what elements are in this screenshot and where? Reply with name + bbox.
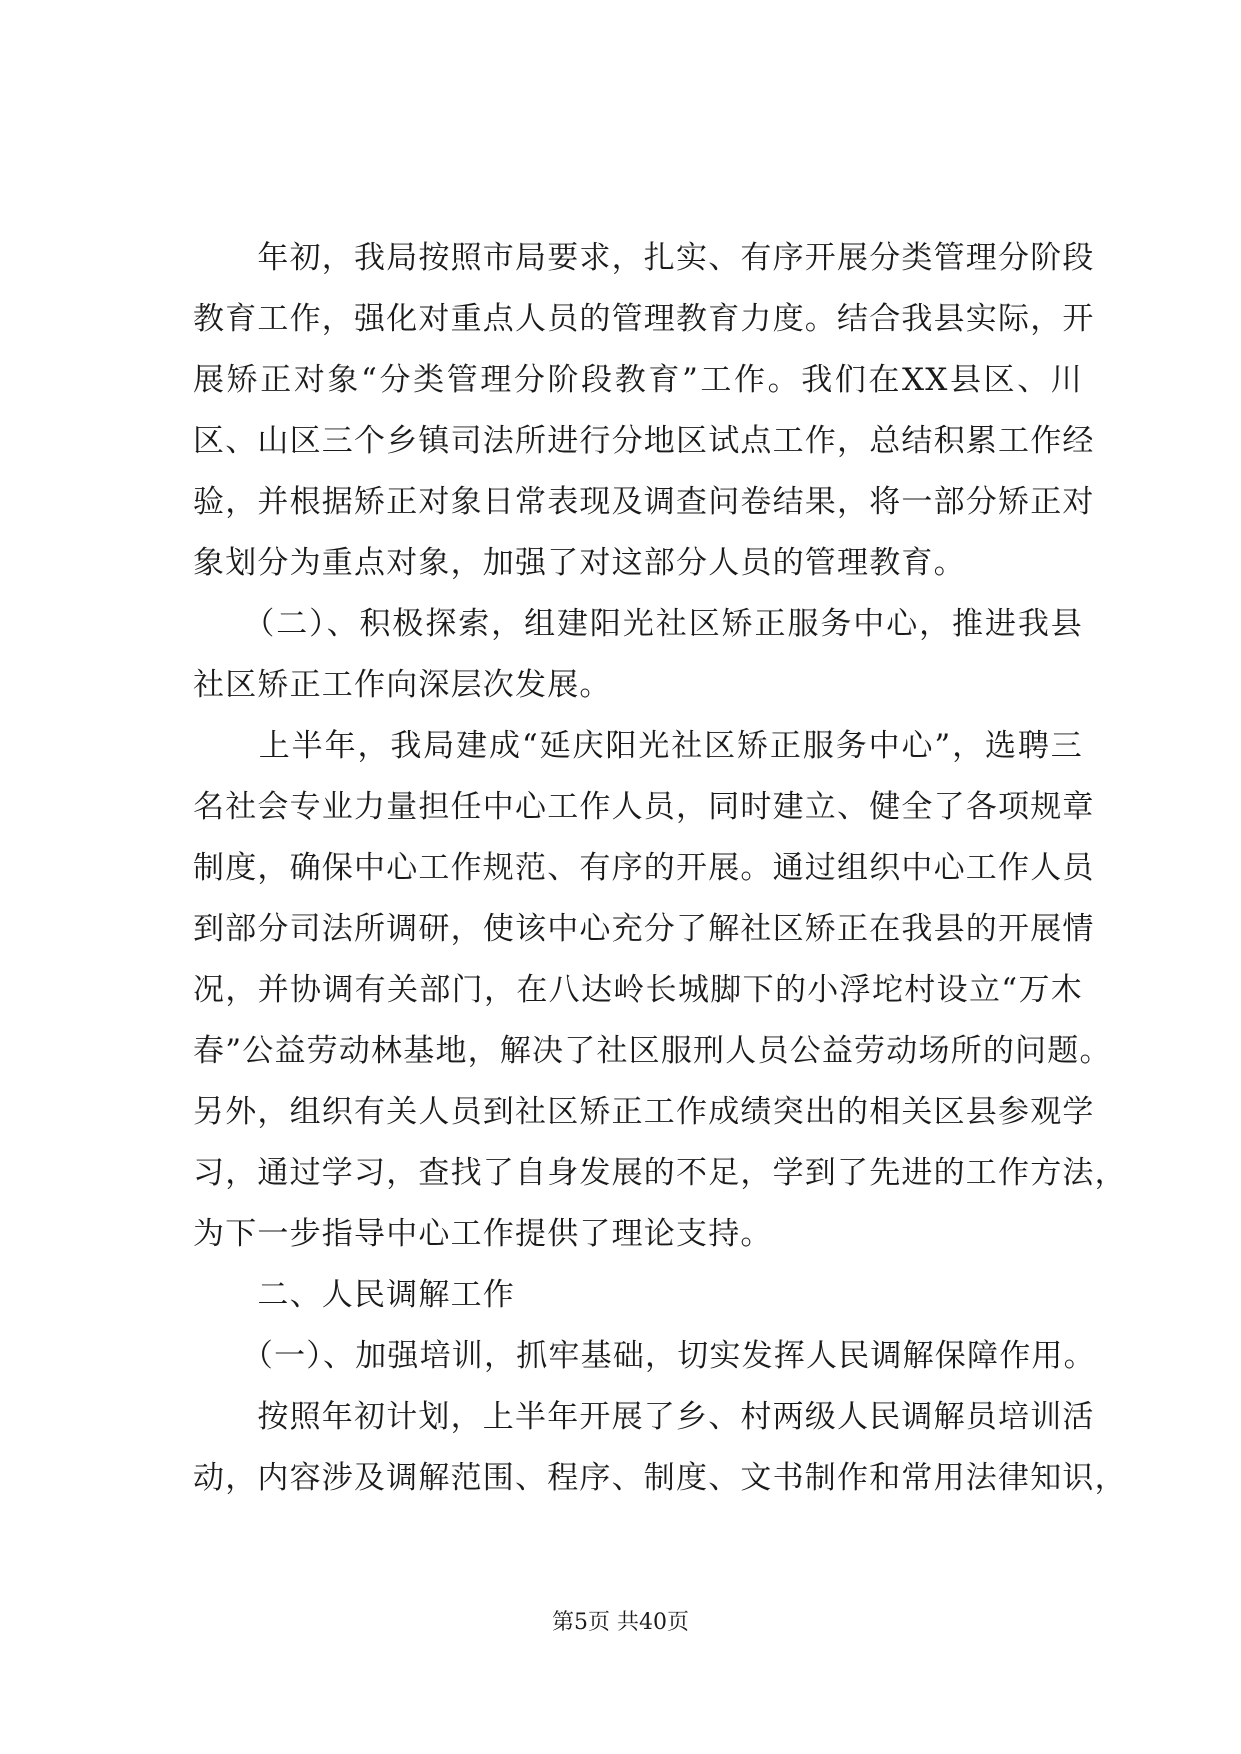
text-line: 另外，组织有关人员到社区矫正工作成绩突出的相关区县参观学: [193, 1094, 1095, 1130]
text-line: 按照年初计划，上半年开展了乡、村两级人民调解员培训活: [193, 1399, 1095, 1435]
page-footer: 第5页 共40页: [552, 1610, 689, 1635]
text-line: （一）、加强培训，抓牢基础，切实发挥人民调解保障作用。: [193, 1338, 1096, 1374]
text-line: 春”公益劳动林基地，解决了社区服刑人员公益劳动场所的问题。: [193, 1033, 1112, 1069]
text-line: 象划分为重点对象，加强了对这部分人员的管理教育。: [193, 545, 966, 581]
text-line: 名社会专业力量担任中心工作人员，同时建立、健全了各项规章: [193, 789, 1095, 825]
text-line: （二）、积极探索，组建阳光社区矫正服务中心，推进我县: [193, 606, 1083, 642]
text-line: 教育工作，强化对重点人员的管理教育力度。结合我县实际，开: [193, 301, 1095, 337]
text-line: 年初，我局按照市局要求，扎实、有序开展分类管理分阶段: [193, 240, 1095, 276]
text-line: 习，通过学习，查找了自身发展的不足，学到了先进的工作方法，: [193, 1155, 1127, 1191]
text-line: 况，并协调有关部门，在八达岭长城脚下的小浮坨村设立“万木: [193, 972, 1083, 1008]
text-line: 为下一步指导中心工作提供了理论支持。: [193, 1216, 773, 1252]
text-line: 动，内容涉及调解范围、程序、制度、文书制作和常用法律知识，: [193, 1460, 1127, 1496]
text-line: 制度，确保中心工作规范、有序的开展。通过组织中心工作人员: [193, 850, 1095, 886]
text-line: 上半年，我局建成“延庆阳光社区矫正服务中心”，选聘三: [193, 728, 1083, 764]
text-line: 社区矫正工作向深层次发展。: [193, 667, 612, 703]
text-line: 到部分司法所调研，使该中心充分了解社区矫正在我县的开展情: [193, 911, 1095, 947]
text-line: 验，并根据矫正对象日常表现及调查问卷结果，将一部分矫正对: [193, 484, 1095, 520]
text-line: 二、人民调解工作: [193, 1277, 515, 1313]
text-line: 区、山区三个乡镇司法所进行分地区试点工作，总结积累工作经: [193, 423, 1095, 459]
text-line: 展矫正对象“分类管理分阶段教育”工作。我们在XX县区、川: [193, 362, 1083, 398]
document-body: [193, 228, 1127, 1509]
